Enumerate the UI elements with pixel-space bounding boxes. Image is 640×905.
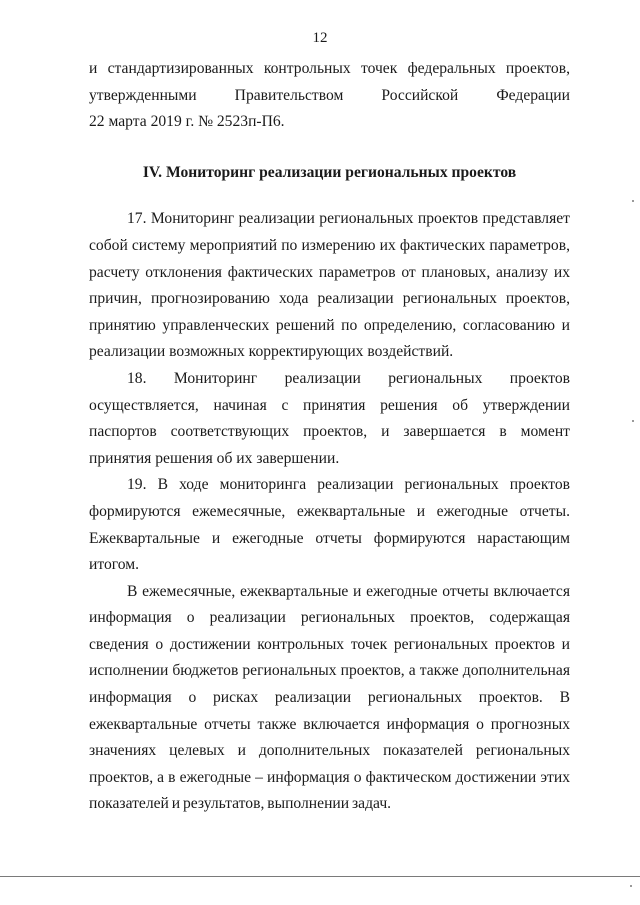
document-body <box>89 56 570 818</box>
scan-speck <box>632 420 634 422</box>
paragraph-18: 18. Мониторинг реализации региональных проектов осуществляется, начиная с принятия решения об утверждении паспортов соответствующих проектов, и завершается в момент принятия решения об их завершении. <box>89 369 570 467</box>
section-heading: IV. Мониторинг реализации региональных проектов <box>142 163 517 181</box>
spacer <box>89 136 570 160</box>
paragraph-19: 19. В ходе мониторинга реализации региональных проектов формируются ежемесячные, ежеквартальные и ежегодные отчеты. Ежеквартальные и ежегодные отчеты формируются нарастающим итогом. <box>89 476 570 574</box>
intro-line-1: и стандартизированных контрольных точек федеральных проектов, <box>89 60 570 77</box>
paragraph-17: 17. Мониторинг реализации региональных проектов представляет собой систему мероприятий по измерению их фактических параметров, расчету отклонения фактических параметров от плановых, анализу их причин, прогнозированию хода реализации региональных проектов, принятию управленческих решений по определению, согласованию и реализации возможных корректирующих воздействий. <box>89 210 570 361</box>
intro-line-3: 22 марта 2019 г. № 2523п-П6. <box>89 113 285 131</box>
scan-speck <box>632 200 634 202</box>
page-number: 12 <box>312 30 328 46</box>
scan-speck <box>630 885 632 887</box>
scan-bottom-line <box>0 876 640 877</box>
intro-line-2: утвержденными Правительством Российской Федерации <box>89 86 570 104</box>
paragraph-reports: В ежемесячные, ежеквартальные и ежегодные отчеты включается информация о реализации региональных проектов, содержащая сведения о достижении контрольных точек региональных проектов и исполнении бюджетов региональных проектов, а также дополнительная информация о рисках реализации региональных проектов. В ежеквартальные отчеты также включается информация о прогнозных значениях целевых и дополнительных показателей региональных проектов, а в ежегодные – информация о фактическом достижении этих показателей и результатов, выполнении задач. <box>89 582 570 813</box>
spacer <box>89 186 570 206</box>
